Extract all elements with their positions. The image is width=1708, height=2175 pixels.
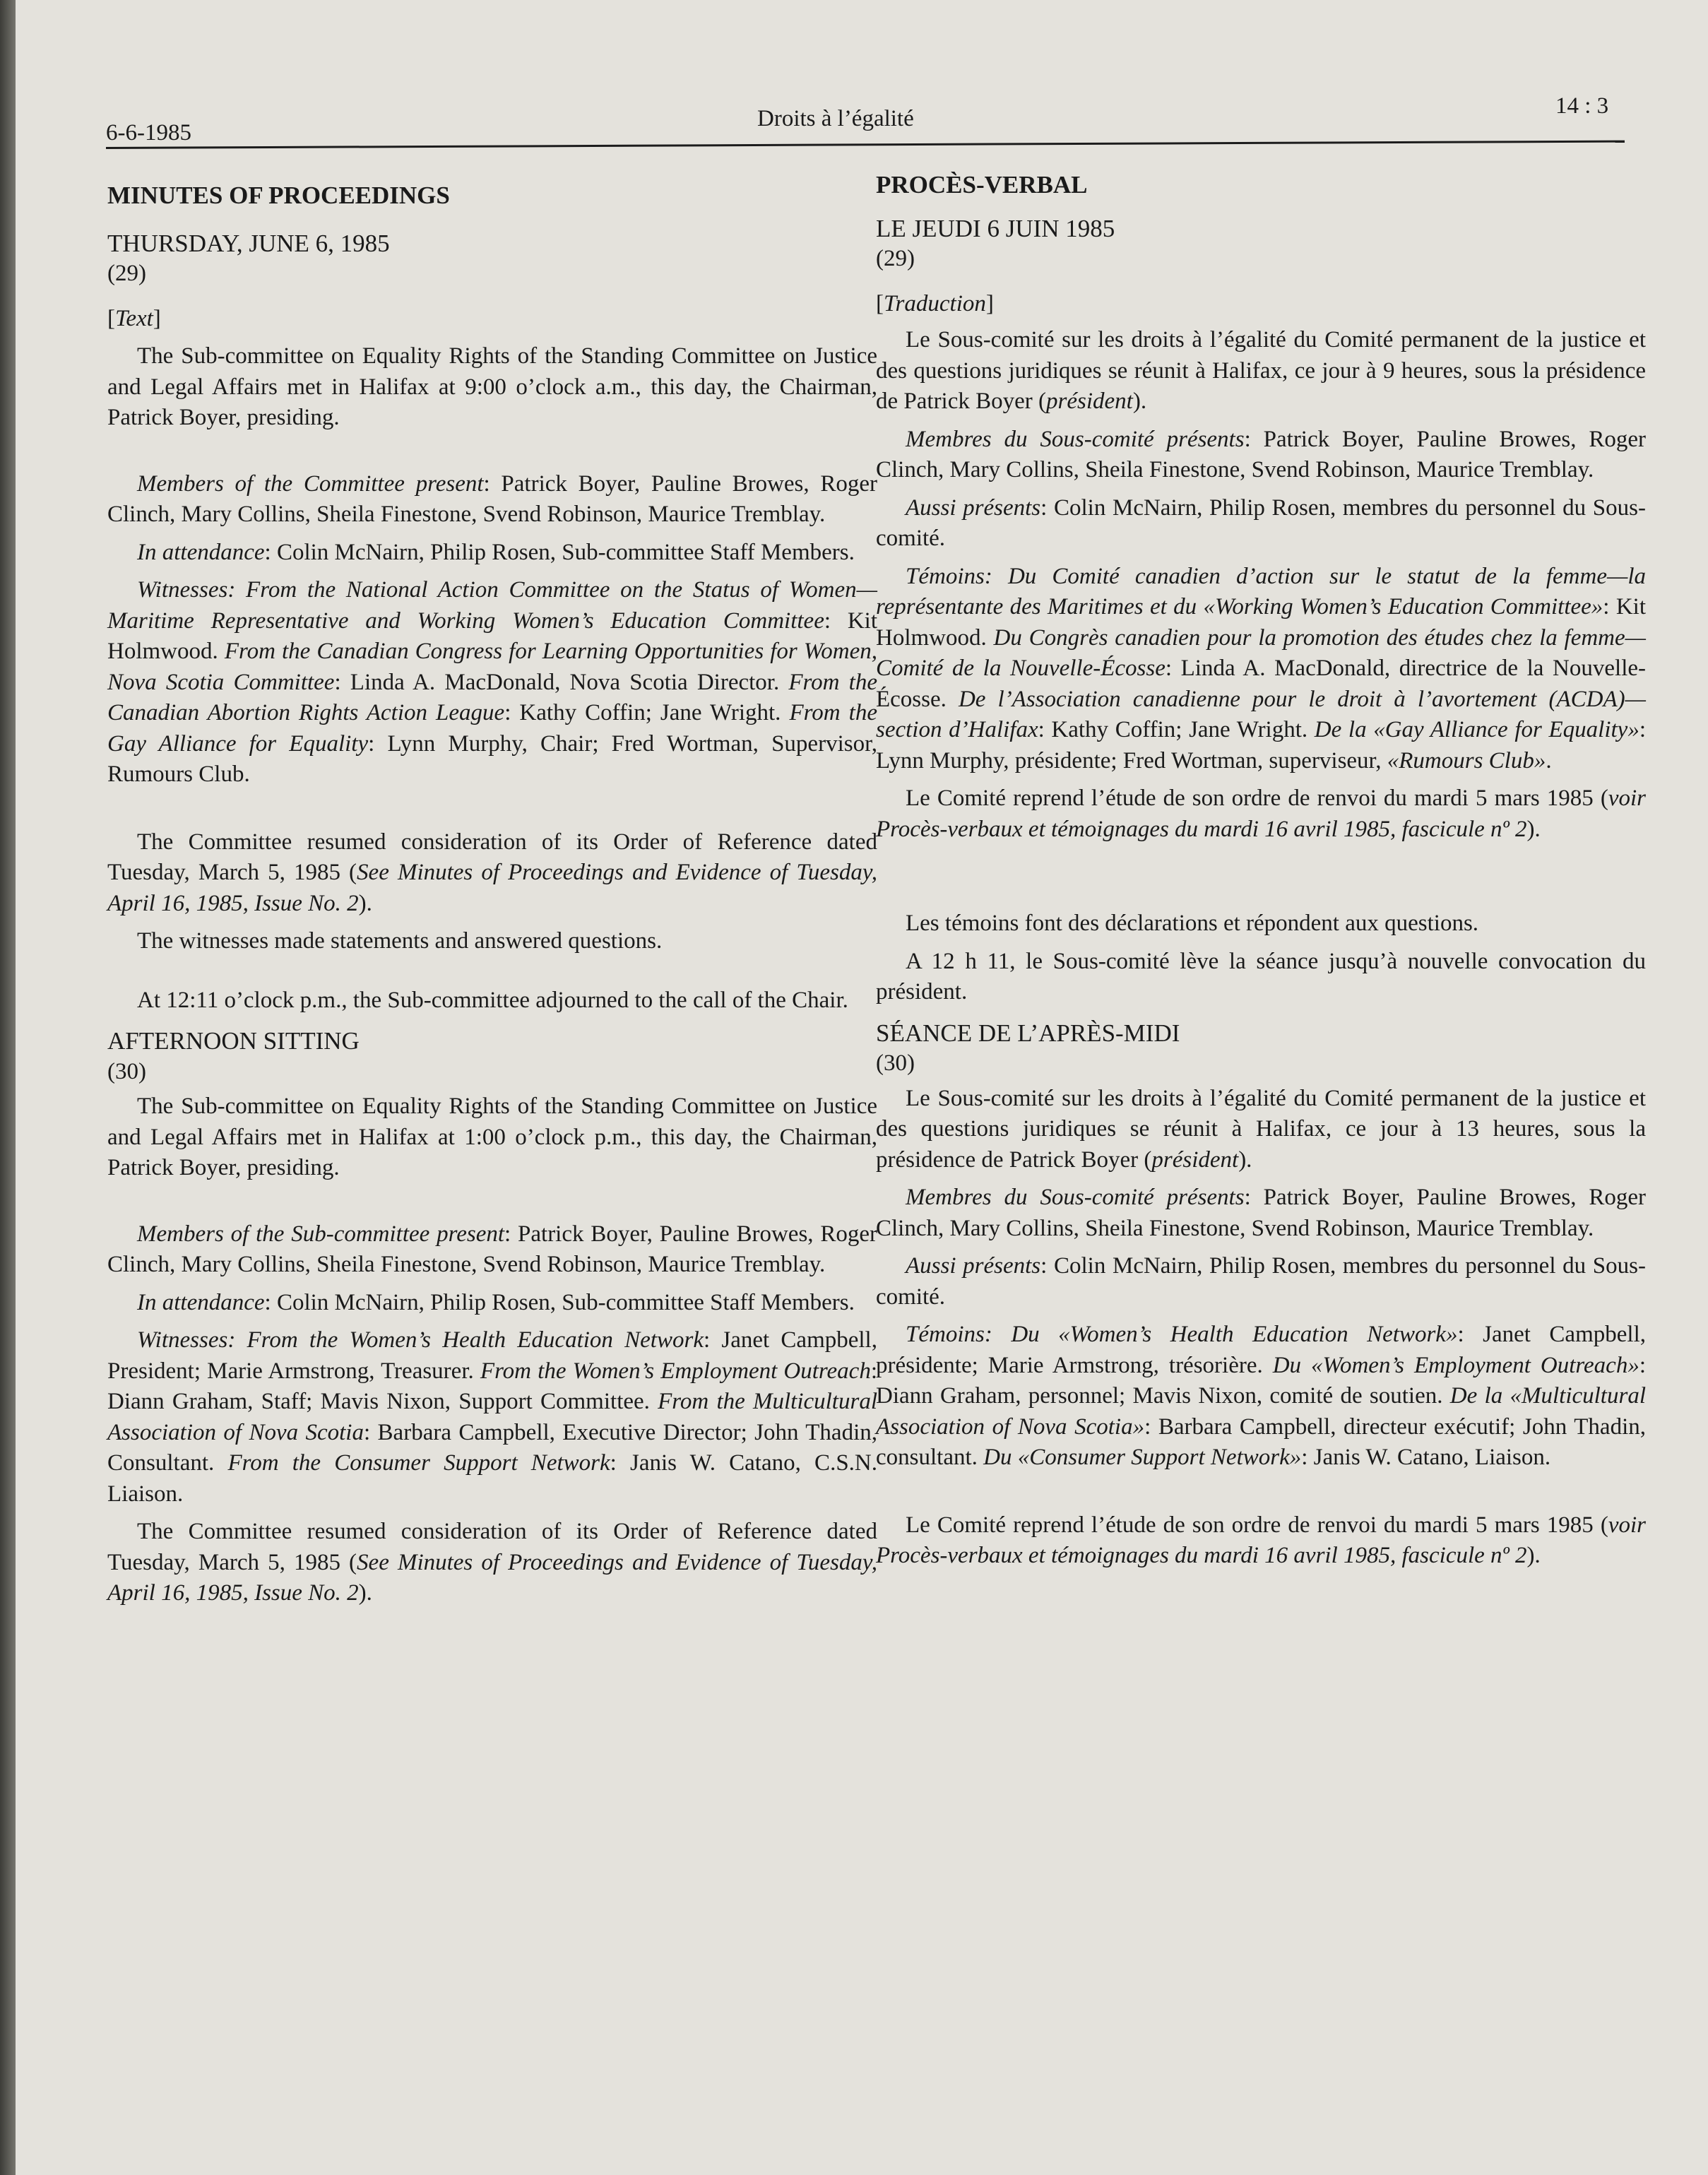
english-heading: MINUTES OF PROCEEDINGS	[107, 182, 450, 209]
english-resumed: The Committee resumed consideration of its Order of Reference dated Tuesday, March 5, 1985 (See Minutes of Proceedings and Evidence of Tuesday, April 16, 1985, Issue No. 2).	[107, 829, 877, 916]
english-issue-number: (29)	[107, 261, 146, 286]
page-binding	[0, 0, 16, 2175]
french-afternoon-issue: (30)	[876, 1050, 915, 1076]
french-opening: Le Sous-comité sur les droits à l’égalité du Comité permanent de la justice et des questions juridiques se réunit à Halifax, ce jour à 9 heures, sous la présidence de Patrick Boyer (président).	[876, 327, 1646, 414]
french-sitting-header	[876, 213, 1646, 275]
french-afternoon-members: Membres du Sous-comité présents: Patrick Boyer, Pauline Browes, Roger Clinch, Mary Collins, Sheila Finestone, Svend Robinson, Maurice Tremblay.	[876, 1185, 1647, 1241]
french-adjourned: A 12 h 11, le Sous-comité lève la séance jusqu’à nouvelle convocation du président.	[876, 948, 1646, 1004]
french-afternoon-heading: SÉANCE DE L’APRÈS-MIDI	[876, 1019, 1180, 1047]
french-text-tag: [Traduction]	[876, 290, 994, 316]
french-statements: Les témoins font des déclarations et répondent aux questions.	[906, 911, 1479, 936]
french-column	[876, 170, 1646, 1572]
french-date-line: LE JEUDI 6 JUIN 1985	[876, 214, 1115, 242]
french-afternoon-attendance: Aussi présents: Colin McNairn, Philip Rosen, membres du personnel du Sous-comité.	[876, 1253, 1646, 1310]
header-title: Droits à l’égalité	[757, 106, 914, 131]
english-date-line: THURSDAY, JUNE 6, 1985	[107, 229, 390, 257]
english-members: Members of the Committee present: Patrick Boyer, Pauline Browes, Roger Clinch, Mary Collins, Sheila Finestone, Svend Robinson, Maurice Tremblay.	[107, 470, 878, 527]
english-attendance: In attendance: Colin McNairn, Philip Rosen, Sub-committee Staff Members.	[137, 539, 855, 565]
header-date: 6-6-1985	[106, 120, 191, 146]
french-heading: PROCÈS-VERBAL	[876, 171, 1088, 198]
english-afternoon-issue: (30)	[107, 1058, 146, 1084]
document-page	[16, 0, 1708, 2175]
english-afternoon-heading: AFTERNOON SITTING	[107, 1027, 360, 1055]
english-afternoon-witnesses: Witnesses: From the Women’s Health Education Network: Janet Campbell, President; Marie Armstrong, Treasurer. From the Women’s Employment Outreach: Diann Graham, Staff; Mavis Nixon, Support Committee. From the Multicultural Association of Nova Scotia: Barbara Campbell, Executive Director; John Thadin, Consultant. From the Consumer Support Network: Janis W. Catano, C.S.N. Liaison.	[107, 1327, 877, 1507]
english-afternoon-header	[107, 1026, 877, 1087]
french-afternoon-opening: Le Sous-comité sur les droits à l’égalité du Comité permanent de la justice et des questions juridiques se réunit à Halifax, ce jour à 13 heures, sous la présidence de Patrick Boyer (président).	[876, 1085, 1646, 1173]
french-members: Membres du Sous-comité présents: Patrick Boyer, Pauline Browes, Roger Clinch, Mary Collins, Sheila Finestone, Svend Robinson, Maurice Tremblay.	[876, 426, 1647, 482]
english-afternoon-opening: The Sub-committee on Equality Rights of the Standing Committee on Justice and Legal Affairs met in Halifax at 1:00 o’clock p.m., this day, the Chairman, Patrick Boyer, presiding.	[107, 1094, 877, 1180]
english-adjourned: At 12:11 o’clock p.m., the Sub-committee adjourned to the call of the Chair.	[137, 987, 848, 1013]
english-opening: The Sub-committee on Equality Rights of the Standing Committee on Justice and Legal Affairs met in Halifax at 9:00 o’clock a.m., this day, the Chairman, Patrick Boyer, presiding.	[107, 343, 877, 430]
french-issue-number: (29)	[876, 246, 915, 271]
english-sitting-header	[107, 228, 877, 290]
french-afternoon-header	[876, 1018, 1646, 1079]
french-resumed: Le Comité reprend l’étude de son ordre de renvoi du mardi 5 mars 1985 (voir Procès-verbaux et témoignages du mardi 16 avril 1985, fascicule nº 2).	[876, 786, 1646, 842]
french-afternoon-resumed: Le Comité reprend l’étude de son ordre de renvoi du mardi 5 mars 1985 (voir Procès-verbaux et témoignages du mardi 16 avril 1985, fascicule nº 2).	[876, 1512, 1646, 1568]
french-attendance: Aussi présents: Colin McNairn, Philip Rosen, membres du personnel du Sous-comité.	[876, 494, 1646, 551]
header-rule	[106, 141, 1625, 149]
english-afternoon-resumed: The Committee resumed consideration of its Order of Reference dated Tuesday, March 5, 1985 (See Minutes of Proceedings and Evidence of Tuesday, April 16, 1985, Issue No. 2).	[107, 1519, 877, 1606]
english-witnesses: Witnesses: From the National Action Committee on the Status of Women—Maritime Representative and Working Women’s Education Committee: Kit Holmwood. From the Canadian Congress for Learning Opportunities for Women, Nova Scotia Committee: Linda A. MacDonald, Nova Scotia Director. From the Canadian Abortion Rights Action League: Kathy Coffin; Jane Wright. From the Gay Alliance for Equality: Lynn Murphy, Chair; Fred Wortman, Supervisor, Rumours Club.	[107, 577, 878, 787]
english-column	[107, 180, 877, 1609]
english-text-tag: [Text]	[107, 305, 161, 331]
english-statements: The witnesses made statements and answered questions.	[137, 928, 663, 954]
french-afternoon-witnesses: Témoins: Du «Women’s Health Education Network»: Janet Campbell, présidente; Marie Armstrong, trésorière. Du «Women’s Employment Outreach»: Diann Graham, personnel; Mavis Nixon, comité de soutien. De la «Multicultural Association of Nova Scotia»: Barbara Campbell, directeur exécutif; John Thadin, consultant. Du «Consumer Support Network»: Janis W. Catano, Liaison.	[876, 1322, 1646, 1470]
english-afternoon-members: Members of the Sub-committee present: Patrick Boyer, Pauline Browes, Roger Clinch, Mary Collins, Sheila Finestone, Svend Robinson, Maurice Tremblay.	[107, 1221, 878, 1277]
french-witnesses: Témoins: Du Comité canadien d’action sur le statut de la femme—la représentante des Maritimes et du «Working Women’s Education Committee»: Kit Holmwood. Du Congrès canadien pour la promotion des études chez la femme—Comité de la Nouvelle-Écosse: Linda A. MacDonald, directrice de la Nouvelle-Écosse. De l’Association canadienne pour le droit à l’avortement (ACDA)—section d’Halifax: Kathy Coffin; Jane Wright. De la «Gay Alliance for Equality»: Lynn Murphy, présidente; Fred Wortman, superviseur, «Rumours Club».	[876, 563, 1647, 774]
header-page-number: 14 : 3	[1555, 93, 1609, 119]
english-afternoon-attendance: In attendance: Colin McNairn, Philip Rosen, Sub-committee Staff Members.	[137, 1289, 855, 1315]
